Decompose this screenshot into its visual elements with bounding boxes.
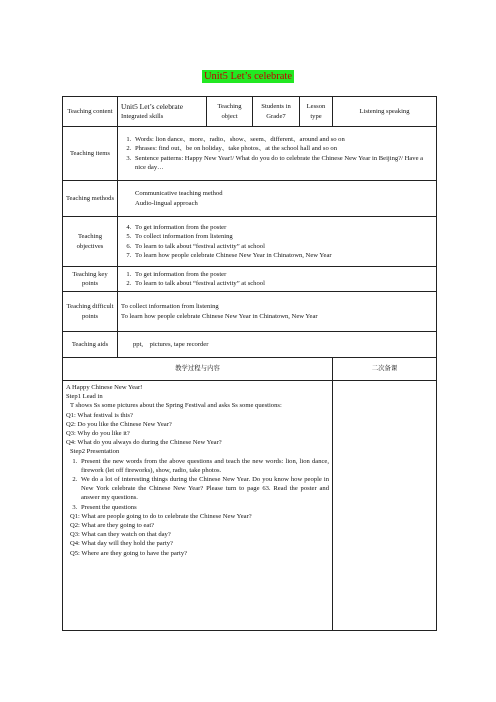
question-line: Q1: What festival is this?: [66, 411, 133, 419]
question-line: Q3: Why do you like it?: [66, 430, 130, 438]
list-item: 1. Present the new words from the above questions and teach the new words: lion, lion dance, firework (let off fireworks), show, radio, take photos.: [79, 457, 329, 475]
list-item: 5. To collect information from listening: [133, 232, 433, 241]
step1-title: Step1 Lead in: [66, 393, 103, 401]
process-header: 教学过程与内容: [63, 358, 333, 381]
lesson-type-label: Lesson type: [300, 97, 333, 127]
present-question-line: Q2: What are they going to eat?: [70, 522, 155, 530]
teaching-objectives-content: [118, 217, 437, 267]
key-points-content: [118, 267, 437, 292]
row-difficult-points: [63, 292, 437, 332]
list-item: 4. To get information from the poster: [133, 223, 433, 232]
row-teaching-aids: [63, 332, 437, 358]
process-content: [63, 381, 333, 631]
teaching-methods-content: [118, 181, 437, 217]
list-item: 3. Sentence patterns: Happy New Year!/ What do you do to celebrate the Chinese New Year in Beijing?/ Have a nice day…: [133, 154, 433, 172]
teaching-items-list: [121, 135, 433, 172]
row-key-points: [63, 267, 437, 292]
teaching-objectives-label: Teaching objectives: [63, 217, 118, 267]
teaching-aids-label: Teaching aids: [63, 332, 118, 358]
list-item: 1. Words: lion dance、more、radio、show、seem、different、around and so on: [133, 135, 433, 144]
row-process-header: [63, 358, 437, 381]
teaching-items-content: [118, 127, 437, 181]
row-teaching-methods: [63, 181, 437, 217]
key-points-label: Teaching key points: [63, 267, 118, 292]
list-item: 7. To learn how people celebrate Chinese New Year in Chinatown, New Year: [133, 251, 433, 260]
present-question-line: Q1: What are people going to do to celebrate the Chinese New Year?: [70, 512, 252, 520]
teaching-methods-label: Teaching methods: [63, 181, 118, 217]
teaching-object-label: Teaching object: [207, 97, 253, 127]
list-item: 1. To get information from the poster: [133, 270, 433, 279]
difficult-points-label: Teaching difficult points: [63, 292, 118, 332]
step1-description: T shows Ss some pictures about the Spring Festival and asks Ss some questions:: [70, 402, 282, 410]
key-points-list: [121, 270, 433, 288]
method-line: Audio-lingual approach: [135, 199, 198, 207]
content-line-2: Integrated skills: [121, 112, 164, 120]
list-item: 6. To learn to talk about “festival activity” at school: [133, 242, 433, 251]
presentation-list: [66, 457, 329, 512]
teaching-content-value: [118, 97, 207, 127]
difficult-line: To learn how people celebrate Chinese New Year in Chinatown, New Year: [121, 312, 318, 320]
objectives-list: [121, 223, 433, 260]
row-teaching-items: [63, 127, 437, 181]
row-process-content: [63, 381, 437, 631]
difficult-points-content: [118, 292, 437, 332]
question-line: Q2: Do you like the Chinese New Year?: [66, 420, 172, 428]
teaching-aids-content: ppt, pictures, tape recorder: [118, 332, 437, 358]
notes-header: 二次备课: [333, 358, 437, 381]
title-container: [0, 66, 496, 84]
row-teaching-content: [63, 97, 437, 127]
list-item: 2. To learn to talk about “festival activity” at school: [133, 279, 433, 288]
list-item: 2. We do a lot of interesting things during the Chinese New Year. Do you know how people in New York celebrate the Chinese New Year? Please turn to page 63. Read the poster and answer my questions.: [79, 475, 329, 503]
row-teaching-objectives: [63, 217, 437, 267]
teaching-object-value: Students in Grade7: [253, 97, 300, 127]
question-line: Q4: What do you always do during the Chinese New Year?: [66, 439, 222, 447]
teaching-items-label: Teaching items: [63, 127, 118, 181]
document-title: Unit5 Let’s celebrate: [203, 71, 293, 82]
lesson-plan-table: [62, 96, 437, 631]
list-item: 3. Present the questions: [79, 503, 329, 512]
notes-content: [333, 381, 437, 631]
process-heading: A Happy Chinese New Year!: [66, 384, 143, 391]
present-question-line: Q3: What can they watch on that day?: [70, 531, 171, 539]
method-line: Communicative teaching method: [135, 190, 223, 198]
present-question-line: Q5: Where are they going to have the party?: [70, 549, 188, 557]
list-item: 2. Phrases: find out、be on holiday、take photos、at the school hall and so on: [133, 144, 433, 153]
content-line-1: Unit5 Let’s celebrate: [121, 102, 183, 112]
difficult-line: To collect information from listening: [121, 303, 219, 311]
teaching-content-label: Teaching content: [63, 97, 118, 127]
step2-title: Step2 Presentation: [70, 448, 120, 456]
lesson-type-value: Listening speaking: [333, 97, 437, 127]
present-question-line: Q4: What day will they hold the party?: [70, 540, 173, 548]
